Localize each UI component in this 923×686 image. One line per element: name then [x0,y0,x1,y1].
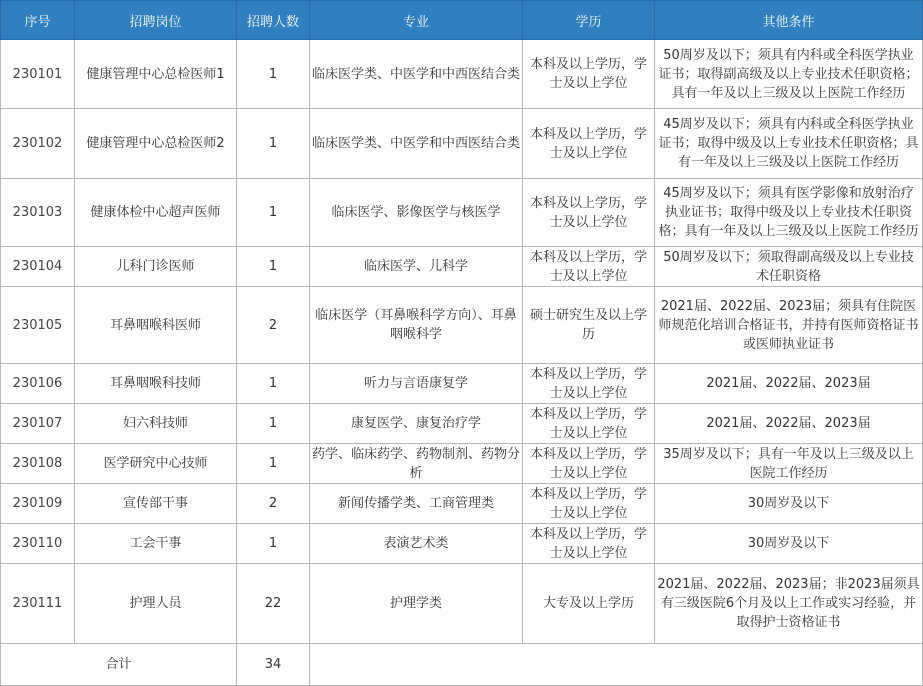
table-row [1,404,923,444]
cell-position: 耳鼻咽喉科技师 [75,364,237,404]
table-header-row [1,1,923,40]
cell-conditions: 45周岁及以下；须具有医学影像和放射治疗执业证书；取得中级及以上专业技术任职资格；具有一年及以上三级及以上医院工作经历 [655,179,923,247]
cell-major: 康复医学、康复治疗学 [310,404,523,444]
cell-position: 护理人员 [75,564,237,644]
cell-conditions: 45周岁及以下；须具有内科或全科医学执业证书；取得中级及以上专业技术任职资格；具有一年及以上三级及以上医院工作经历 [655,109,923,179]
cell-major: 临床医学类、中医学和中西医结合类 [310,40,523,109]
cell-conditions: 35周岁及以下；具有一年及以上三级及以上医院工作经历 [655,444,923,484]
cell-conditions: 2021届、2022届、2023届 [655,364,923,404]
cell-count: 2 [237,484,310,524]
header-education: 学历 [523,1,655,40]
cell-major: 临床医学、影像医学与核医学 [310,179,523,247]
total-label: 合计 [1,644,237,686]
cell-conditions: 50周岁及以下；须具有内科或全科医学执业证书；取得副高级及以上专业技术任职资格；具有一年及以上三级及以上医院工作经历 [655,40,923,109]
table-row [1,109,923,179]
cell-conditions: 2021届、2022届、2023届；非2023届须具有三级医院6个月及以上工作或实习经验，并取得护士资格证书 [655,564,923,644]
cell-major: 临床医学（耳鼻喉科学方向）、耳鼻咽喉科学 [310,287,523,364]
cell-id: 230102 [1,109,75,179]
cell-id: 230104 [1,247,75,287]
total-count: 34 [237,644,310,686]
cell-education: 本科及以上学历，学士及以上学位 [523,524,655,564]
header-count: 招聘人数 [237,1,310,40]
cell-id: 230107 [1,404,75,444]
table-row [1,484,923,524]
cell-major: 听力与言语康复学 [310,364,523,404]
cell-conditions: 2021届、2022届、2023届 [655,404,923,444]
cell-position: 工会干事 [75,524,237,564]
table-row [1,364,923,404]
cell-count: 1 [237,444,310,484]
cell-major: 临床医学类、中医学和中西医结合类 [310,109,523,179]
cell-position: 健康管理中心总检医师1 [75,40,237,109]
cell-conditions: 30周岁及以下 [655,524,923,564]
cell-id: 230103 [1,179,75,247]
table-row [1,564,923,644]
cell-education: 大专及以上学历 [523,564,655,644]
cell-count: 1 [237,404,310,444]
header-major: 专业 [310,1,523,40]
cell-major: 护理学类 [310,564,523,644]
cell-education: 硕士研究生及以上学历 [523,287,655,364]
cell-major: 表演艺术类 [310,524,523,564]
cell-major: 药学、临床药学、药物制剂、药物分析 [310,444,523,484]
cell-education: 本科及以上学历，学士及以上学位 [523,444,655,484]
cell-count: 2 [237,287,310,364]
cell-education: 本科及以上学历，学士及以上学位 [523,484,655,524]
header-id: 序号 [1,1,75,40]
cell-id: 230109 [1,484,75,524]
cell-count: 1 [237,247,310,287]
cell-count: 1 [237,179,310,247]
total-row [1,644,923,686]
cell-conditions: 2021届、2022届、2023届；须具有住院医师规范化培训合格证书，并持有医师资格证书或医师执业证书 [655,287,923,364]
cell-education: 本科及以上学历，学士及以上学位 [523,364,655,404]
cell-position: 健康管理中心总检医师2 [75,109,237,179]
cell-education: 本科及以上学历，学士及以上学位 [523,247,655,287]
cell-major: 新闻传播学类、工商管理类 [310,484,523,524]
cell-position: 医学研究中心技师 [75,444,237,484]
cell-education: 本科及以上学历，学士及以上学位 [523,40,655,109]
cell-count: 1 [237,40,310,109]
cell-conditions: 30周岁及以下 [655,484,923,524]
cell-count: 1 [237,109,310,179]
cell-position: 儿科门诊医师 [75,247,237,287]
table-row [1,247,923,287]
cell-conditions: 50周岁及以下；须取得副高级及以上专业技术任职资格 [655,247,923,287]
cell-id: 230110 [1,524,75,564]
cell-id: 230106 [1,364,75,404]
cell-count: 22 [237,564,310,644]
total-empty-cell [310,644,923,686]
cell-education: 本科及以上学历，学士及以上学位 [523,179,655,247]
table-row [1,524,923,564]
cell-position: 耳鼻咽喉科医师 [75,287,237,364]
cell-count: 1 [237,524,310,564]
table-row [1,179,923,247]
cell-education: 本科及以上学历，学士及以上学位 [523,109,655,179]
cell-id: 230105 [1,287,75,364]
cell-id: 230111 [1,564,75,644]
cell-position: 妇六科技师 [75,404,237,444]
cell-id: 230108 [1,444,75,484]
header-position: 招聘岗位 [75,1,237,40]
table-row [1,287,923,364]
table-row [1,444,923,484]
cell-position: 宣传部干事 [75,484,237,524]
header-conditions: 其他条件 [655,1,923,40]
table-row [1,40,923,109]
cell-position: 健康体检中心超声医师 [75,179,237,247]
cell-education: 本科及以上学历，学士及以上学位 [523,404,655,444]
cell-id: 230101 [1,40,75,109]
cell-major: 临床医学、儿科学 [310,247,523,287]
cell-count: 1 [237,364,310,404]
